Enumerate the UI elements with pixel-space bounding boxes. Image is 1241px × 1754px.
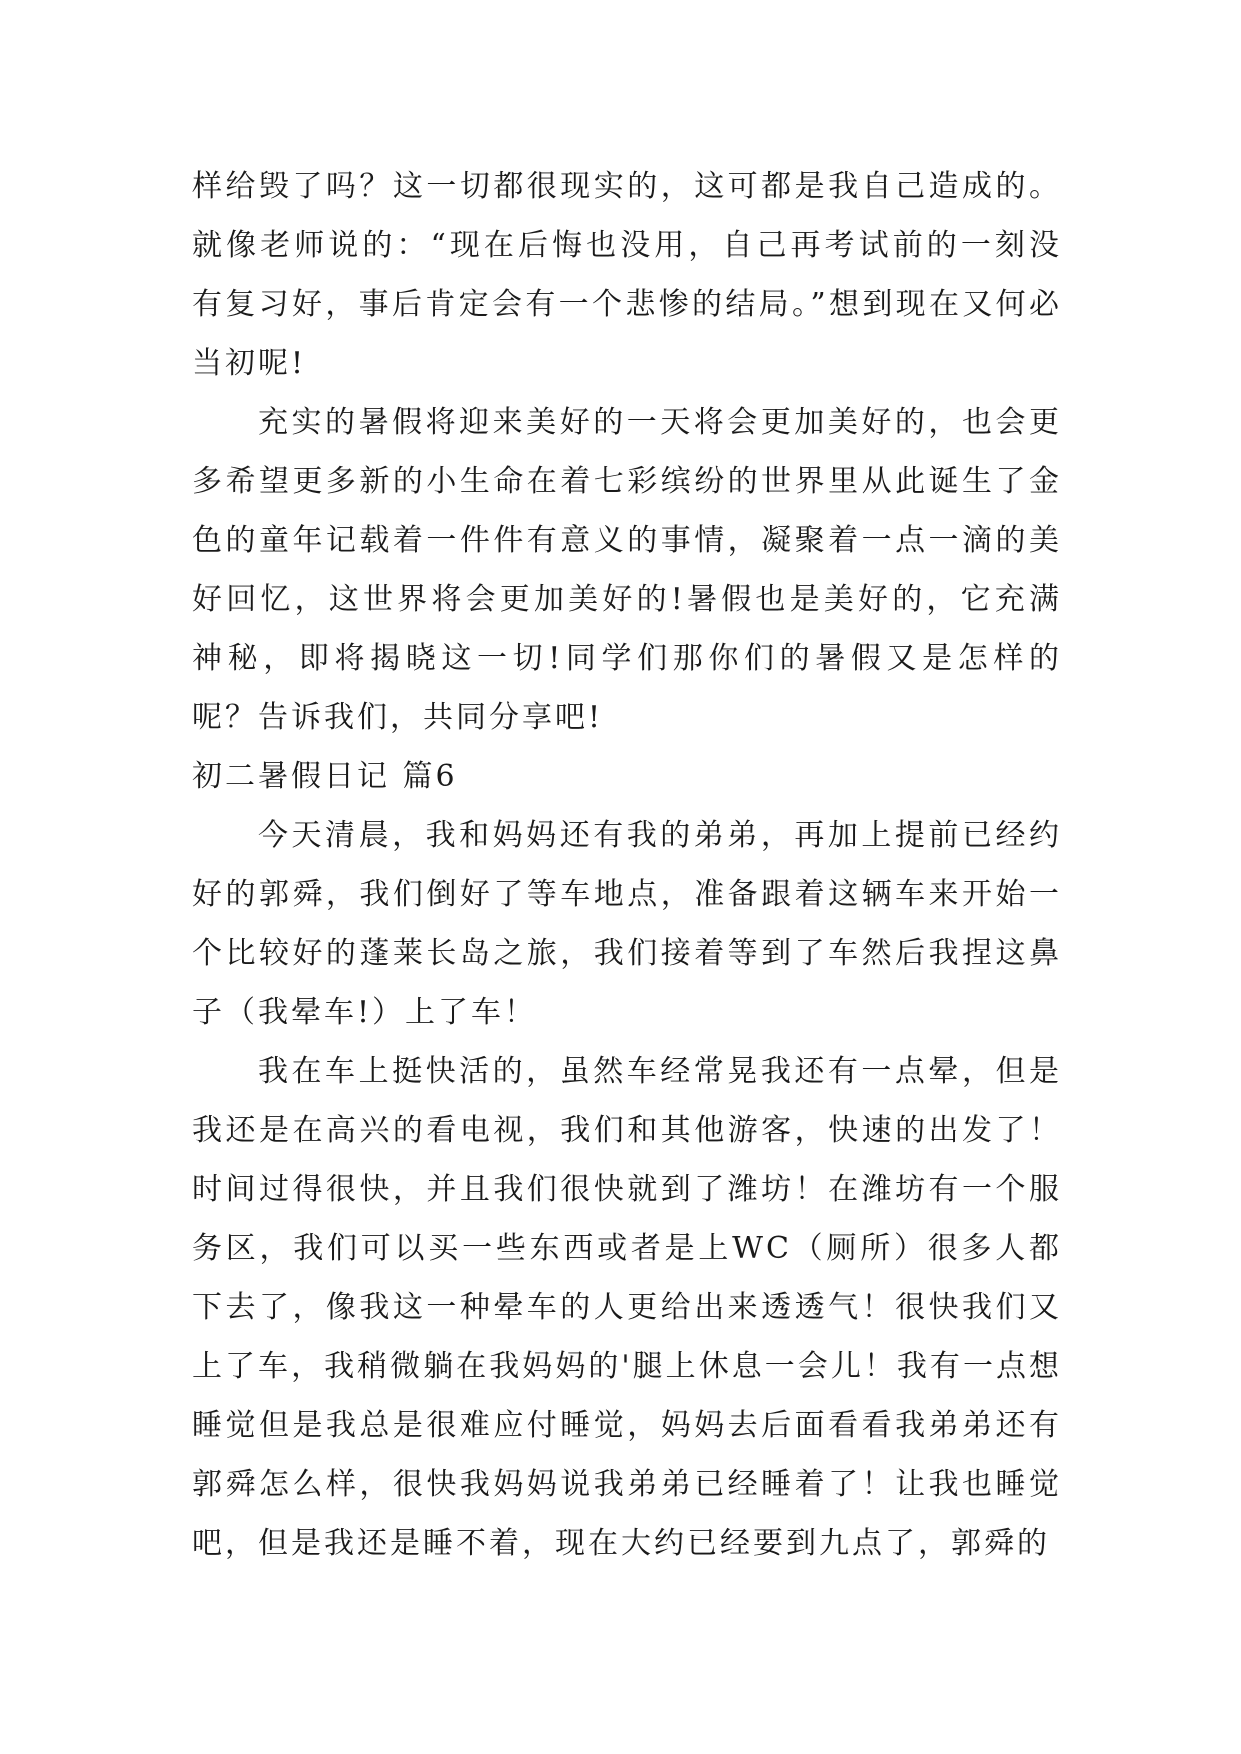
document-body bbox=[192, 157, 1062, 1573]
paragraph-3: 今天清晨，我和妈妈还有我的弟弟，再加上提前已经约好的郭舜，我们倒好了等车地点，准备跟着这辆车来开始一个比较好的蓬莱长岛之旅，我们接着等到了车然后我捏这鼻子（我晕车!）上了车！ bbox=[192, 818, 1062, 1030]
paragraph-1: 样给毁了吗？这一切都很现实的，这可都是我自己造成的。就像老师说的：“现在后悔也没用，自己再考试前的一刻没有复习好，事后肯定会有一个悲惨的结局。”想到现在又何必当初呢! bbox=[192, 169, 1062, 381]
paragraph-4: 我在车上挺快活的，虽然车经常晃我还有一点晕，但是我还是在高兴的看电视，我们和其他游客，快速的出发了！时间过得很快，并且我们很快就到了潍坊！在潍坊有一个服务区，我们可以买一些东西或者是上WC（厕所）很多人都下去了，像我这一种晕车的人更给出来透透气！很快我们又上了车，我稍微躺在我妈妈的'腿上休息一会儿！我有一点想睡觉但是我总是很难应付睡觉，妈妈去后面看看我弟弟还有郭舜怎么样，很快我妈妈说我弟弟已经睡着了！让我也睡觉吧，但是我还是睡不着，现在大约已经要到九点了，郭舜的 bbox=[192, 1054, 1062, 1561]
section-heading: 初二暑假日记 篇6 bbox=[192, 759, 458, 794]
paragraph-2: 充实的暑假将迎来美好的一天将会更加美好的，也会更多希望更多新的小生命在着七彩缤纷的世界里从此诞生了金色的童年记载着一件件有意义的事情，凝聚着一点一滴的美好回忆，这世界将会更加美好的!暑假也是美好的，它充满神秘，即将揭晓这一切!同学们那你们的暑假又是怎样的呢？告诉我们，共同分享吧! bbox=[192, 405, 1062, 735]
